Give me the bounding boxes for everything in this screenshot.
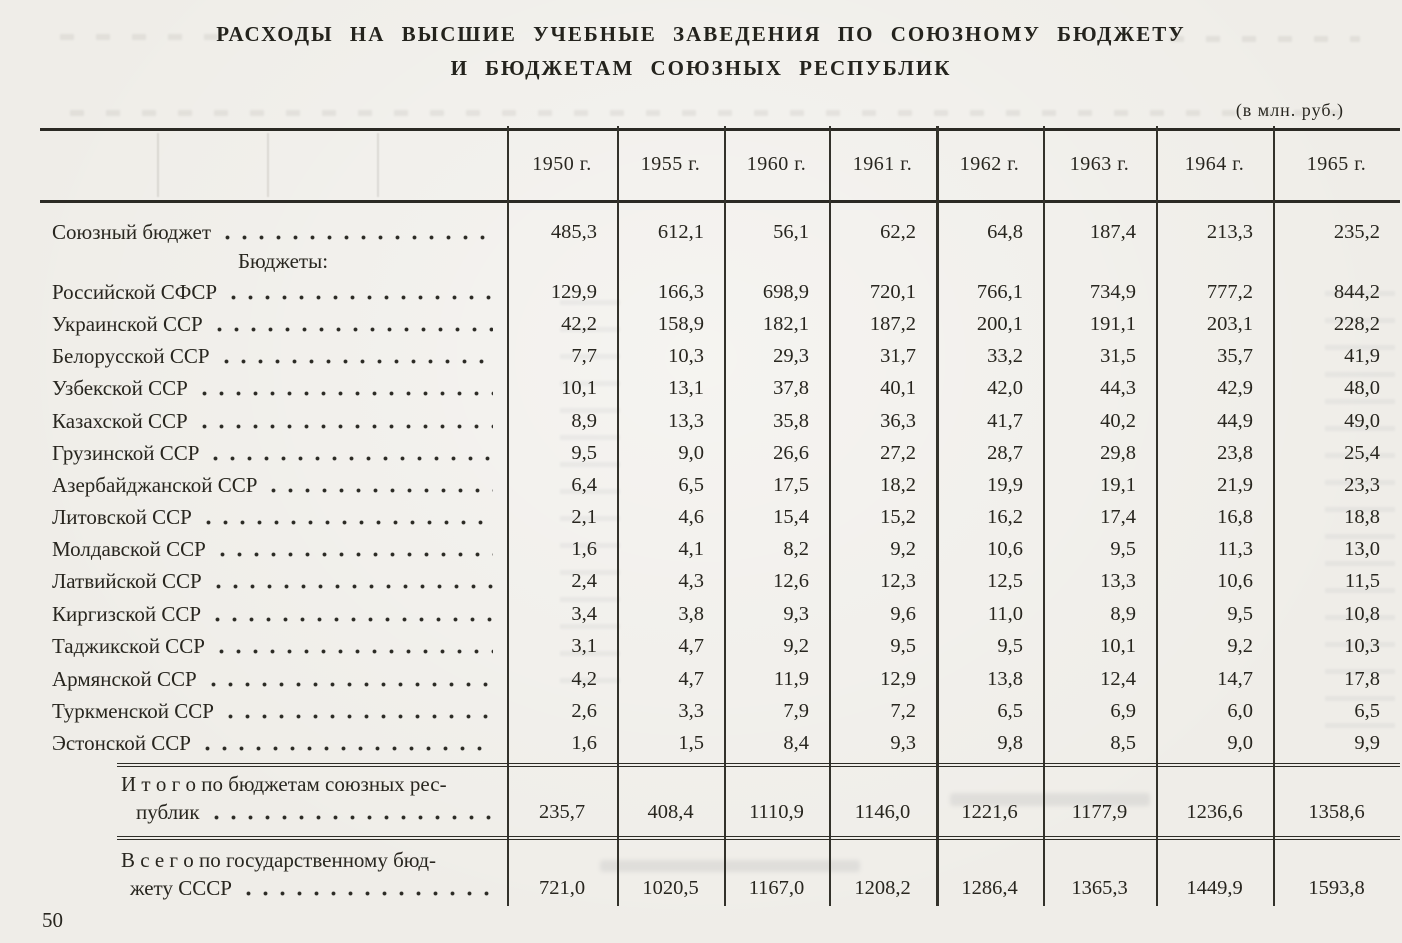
dot-leader [206, 520, 493, 525]
totals-value-cell: 1167,0 [748, 877, 805, 899]
totals-value-cell: 1286,4 [961, 877, 1018, 899]
dot-leader [228, 714, 493, 719]
value-cell: 29,3 [773, 345, 809, 367]
value-cell: 3,1 [571, 635, 597, 657]
value-cell: 8,9 [571, 410, 597, 432]
totals-label-line2-text: жету СССР [130, 876, 232, 900]
value-cell: 8,9 [1110, 603, 1136, 625]
scan-artifact [70, 110, 1340, 116]
dot-leader [219, 649, 493, 654]
dot-leader [202, 391, 493, 396]
page-number: 50 [42, 908, 63, 932]
totals-value-cell: 1593,8 [1308, 877, 1365, 899]
totals-value-cell: 1449,9 [1186, 877, 1243, 899]
totals-value-cell: 1365,3 [1071, 877, 1128, 899]
row-label-text: Союзный бюджет [52, 220, 212, 244]
value-cell: 9,0 [678, 442, 704, 464]
row-label [52, 409, 499, 433]
totals-value-cell: 721,0 [538, 877, 586, 899]
value-cell: 26,6 [773, 442, 809, 464]
value-cell: 1,6 [571, 538, 597, 560]
row-label-text: Украинской ССР [52, 312, 203, 336]
value-cell: 4,3 [678, 570, 704, 592]
value-cell: 18,2 [880, 474, 916, 496]
value-cell: 23,3 [1344, 474, 1380, 496]
totals-value-cell: 1236,6 [1186, 801, 1243, 823]
value-cell: 187,2 [869, 313, 916, 335]
value-cell: 12,3 [880, 570, 916, 592]
value-cell: 9,2 [890, 538, 916, 560]
totals-value-cell: 1208,2 [854, 877, 911, 899]
totals-rule [117, 763, 1400, 767]
value-cell: 3,4 [571, 603, 597, 625]
page-title-line1: РАСХОДЫ НА ВЫСШИЕ УЧЕБНЫЕ ЗАВЕДЕНИЯ ПО СОЮЗНОМУ БЮДЖЕТУ [216, 22, 1186, 46]
value-cell: 13,3 [668, 410, 704, 432]
value-cell: 21,9 [1217, 474, 1253, 496]
value-cell: 6,9 [1110, 700, 1136, 722]
unit-note: (в млн. руб.) [1235, 100, 1344, 120]
value-cell: 1,5 [678, 732, 704, 754]
row-label [52, 473, 499, 497]
dot-leader [211, 682, 493, 687]
dot-leader [220, 552, 493, 557]
value-cell: 213,3 [1206, 221, 1253, 243]
value-cell: 15,2 [880, 506, 916, 528]
value-cell: 33,2 [987, 345, 1023, 367]
value-cell: 9,3 [783, 603, 809, 625]
year-header-cell: 1964 г. [1184, 153, 1245, 175]
row-label-text: Узбекской ССР [52, 376, 188, 400]
value-cell: 191,1 [1089, 313, 1136, 335]
value-cell: 766,1 [976, 281, 1023, 303]
value-cell: 10,6 [1217, 570, 1253, 592]
value-cell: 7,7 [571, 345, 597, 367]
row-label-text: Латвийской ССР [52, 569, 202, 593]
value-cell: 64,8 [987, 221, 1023, 243]
row-label [52, 569, 499, 593]
dot-leader [202, 424, 493, 429]
value-cell: 7,9 [783, 700, 809, 722]
value-cell: 15,4 [773, 506, 809, 528]
value-cell: 2,4 [571, 570, 597, 592]
value-cell: 9,5 [997, 635, 1023, 657]
value-cell: 16,8 [1217, 506, 1253, 528]
value-cell: 8,4 [783, 732, 809, 754]
value-cell: 36,3 [880, 410, 916, 432]
value-cell: 42,0 [987, 377, 1023, 399]
table-top-rule [40, 128, 1400, 131]
value-cell: 200,1 [976, 313, 1023, 335]
row-label [52, 220, 499, 244]
section-label: Бюджеты: [238, 249, 329, 273]
totals-value-cell: 1358,6 [1308, 801, 1365, 823]
value-cell: 49,0 [1344, 410, 1380, 432]
value-cell: 182,1 [762, 313, 809, 335]
value-cell: 734,9 [1089, 281, 1136, 303]
value-cell: 17,5 [773, 474, 809, 496]
row-label-text: Молдавской ССР [52, 537, 206, 561]
row-label [52, 376, 499, 400]
table-column-separator [724, 126, 726, 906]
value-cell: 9,3 [890, 732, 916, 754]
value-cell: 17,8 [1344, 668, 1380, 690]
value-cell: 41,9 [1344, 345, 1380, 367]
row-label-text: Азербайджанской ССР [52, 473, 258, 497]
scan-artifact [600, 860, 860, 872]
row-label-text: Грузинской ССР [52, 441, 200, 465]
value-cell: 9,2 [1227, 635, 1253, 657]
value-cell: 187,4 [1089, 221, 1136, 243]
dot-leader [217, 327, 493, 332]
value-cell: 18,8 [1344, 506, 1380, 528]
value-cell: 8,2 [783, 538, 809, 560]
value-cell: 12,5 [987, 570, 1023, 592]
value-cell: 9,5 [1227, 603, 1253, 625]
row-label-text: Киргизской ССР [52, 602, 202, 626]
value-cell: 203,1 [1206, 313, 1253, 335]
totals-label-line1: И т о г о по бюджетам союзных рес- [121, 772, 447, 796]
value-cell: 56,1 [773, 221, 809, 243]
value-cell: 612,1 [657, 221, 704, 243]
totals-value-cell: 235,7 [538, 801, 586, 823]
value-cell: 42,2 [561, 313, 597, 335]
value-cell: 6,4 [571, 474, 597, 496]
totals-value-cell: 1020,5 [642, 877, 699, 899]
scan-artifact [157, 133, 159, 197]
value-cell: 11,5 [1344, 570, 1380, 592]
dot-leader [205, 746, 493, 751]
dot-leader [215, 617, 493, 622]
value-cell: 777,2 [1206, 281, 1253, 303]
row-label [52, 634, 499, 658]
totals-value-cell: 1221,6 [961, 801, 1018, 823]
value-cell: 19,1 [1100, 474, 1136, 496]
value-cell: 10,1 [1100, 635, 1136, 657]
row-label [52, 312, 499, 336]
value-cell: 13,1 [668, 377, 704, 399]
value-cell: 6,0 [1227, 700, 1253, 722]
value-cell: 485,3 [550, 221, 597, 243]
table-column-separator [936, 126, 939, 906]
row-label [52, 602, 499, 626]
row-label [52, 667, 499, 691]
page-title-line2: И БЮДЖЕТАМ СОЮЗНЫХ РЕСПУБЛИК [450, 56, 952, 80]
value-cell: 12,9 [880, 668, 916, 690]
value-cell: 19,9 [987, 474, 1023, 496]
scan-artifact [267, 133, 269, 197]
totals-rule [117, 836, 1400, 840]
value-cell: 9,5 [571, 442, 597, 464]
scan-artifact [377, 133, 379, 197]
value-cell: 9,6 [890, 603, 916, 625]
value-cell: 16,2 [987, 506, 1023, 528]
value-cell: 2,6 [571, 700, 597, 722]
value-cell: 23,8 [1217, 442, 1253, 464]
dot-leader [213, 456, 493, 461]
totals-value-cell: 408,4 [647, 801, 694, 823]
value-cell: 9,0 [1227, 732, 1253, 754]
value-cell: 6,5 [997, 700, 1023, 722]
value-cell: 27,2 [880, 442, 916, 464]
value-cell: 7,2 [890, 700, 916, 722]
value-cell: 40,2 [1100, 410, 1136, 432]
value-cell: 10,1 [561, 377, 597, 399]
value-cell: 8,5 [1110, 732, 1136, 754]
value-cell: 720,1 [869, 281, 916, 303]
value-cell: 35,8 [773, 410, 809, 432]
value-cell: 10,6 [987, 538, 1023, 560]
value-cell: 129,9 [550, 281, 597, 303]
dot-leader [216, 584, 493, 589]
value-cell: 13,3 [1100, 570, 1136, 592]
row-label [52, 344, 499, 368]
value-cell: 41,7 [987, 410, 1023, 432]
row-label-text: Казахской ССР [52, 409, 188, 433]
row-label-text: Литовской ССР [52, 505, 192, 529]
totals-value-cell: 1110,9 [749, 801, 804, 823]
totals-label-line2 [136, 800, 499, 824]
value-cell: 25,4 [1344, 442, 1380, 464]
header-bottom-rule [40, 200, 1400, 203]
value-cell: 235,2 [1333, 221, 1380, 243]
value-cell: 9,2 [783, 635, 809, 657]
table-column-separator [1273, 126, 1275, 906]
value-cell: 11,3 [1217, 538, 1253, 560]
value-cell: 228,2 [1333, 313, 1380, 335]
value-cell: 844,2 [1333, 281, 1380, 303]
row-label-text: Эстонской ССР [52, 731, 191, 755]
dot-leader [231, 295, 493, 300]
value-cell: 6,5 [1354, 700, 1380, 722]
dot-leader [271, 488, 493, 493]
value-cell: 40,1 [880, 377, 916, 399]
value-cell: 13,0 [1344, 538, 1380, 560]
row-label-text: Белорусской ССР [52, 344, 210, 368]
value-cell: 9,5 [1110, 538, 1136, 560]
value-cell: 48,0 [1344, 377, 1380, 399]
value-cell: 13,8 [987, 668, 1023, 690]
value-cell: 4,1 [678, 538, 704, 560]
value-cell: 9,9 [1354, 732, 1380, 754]
value-cell: 4,7 [678, 635, 704, 657]
dot-leader [225, 235, 493, 240]
value-cell: 17,4 [1100, 506, 1136, 528]
totals-label-line2 [130, 876, 499, 900]
value-cell: 35,7 [1217, 345, 1253, 367]
year-header-cell: 1955 г. [640, 153, 701, 175]
value-cell: 6,5 [678, 474, 704, 496]
row-label [52, 699, 499, 723]
value-cell: 14,7 [1217, 668, 1253, 690]
table-column-separator [507, 126, 509, 906]
year-header-cell: 1950 г. [532, 153, 592, 175]
value-cell: 166,3 [657, 281, 704, 303]
row-label [52, 441, 499, 465]
row-label [52, 537, 499, 561]
value-cell: 3,3 [678, 700, 704, 722]
table-column-separator [1043, 126, 1045, 906]
totals-label-line2-text: публик [136, 800, 200, 824]
value-cell: 28,7 [987, 442, 1023, 464]
value-cell: 12,6 [773, 570, 809, 592]
value-cell: 4,6 [678, 506, 704, 528]
value-cell: 44,3 [1100, 377, 1136, 399]
value-cell: 12,4 [1100, 668, 1136, 690]
table-column-separator [617, 126, 619, 906]
value-cell: 44,9 [1217, 410, 1253, 432]
value-cell: 698,9 [762, 281, 809, 303]
value-cell: 4,7 [678, 668, 704, 690]
value-cell: 42,9 [1217, 377, 1253, 399]
year-header-cell: 1962 г. [959, 153, 1020, 175]
totals-label-line1: В с е г о по государственному бюд- [121, 848, 437, 872]
value-cell: 9,8 [997, 732, 1023, 754]
dot-leader [246, 891, 493, 896]
value-cell: 2,1 [571, 506, 597, 528]
dot-leader [214, 815, 493, 820]
value-cell: 4,2 [571, 668, 597, 690]
year-header-cell: 1960 г. [746, 153, 807, 175]
value-cell: 62,2 [880, 221, 916, 243]
row-label [52, 280, 499, 304]
row-label-text: Армянской ССР [52, 667, 197, 691]
totals-value-cell: 1146,0 [854, 801, 911, 823]
value-cell: 10,8 [1344, 603, 1380, 625]
row-label-text: Туркменской ССР [52, 699, 214, 723]
year-header-cell: 1963 г. [1069, 153, 1130, 175]
dot-leader [224, 359, 493, 364]
value-cell: 37,8 [773, 377, 809, 399]
value-cell: 31,7 [880, 345, 916, 367]
value-cell: 158,9 [657, 313, 704, 335]
year-header-cell: 1965 г. [1306, 153, 1367, 175]
value-cell: 11,0 [987, 603, 1023, 625]
row-label [52, 731, 499, 755]
row-label [52, 505, 499, 529]
value-cell: 10,3 [668, 345, 704, 367]
value-cell: 3,8 [678, 603, 704, 625]
value-cell: 9,5 [890, 635, 916, 657]
row-label-text: Таджикской ССР [52, 634, 205, 658]
value-cell: 29,8 [1100, 442, 1136, 464]
value-cell: 10,3 [1344, 635, 1380, 657]
totals-value-cell: 1177,9 [1071, 801, 1128, 823]
value-cell: 1,6 [571, 732, 597, 754]
year-header-cell: 1961 г. [852, 153, 913, 175]
table-column-separator [1156, 126, 1158, 906]
table-column-separator [829, 126, 831, 906]
value-cell: 11,9 [773, 668, 809, 690]
value-cell: 31,5 [1100, 345, 1136, 367]
row-label-text: Российской СФСР [52, 280, 218, 304]
